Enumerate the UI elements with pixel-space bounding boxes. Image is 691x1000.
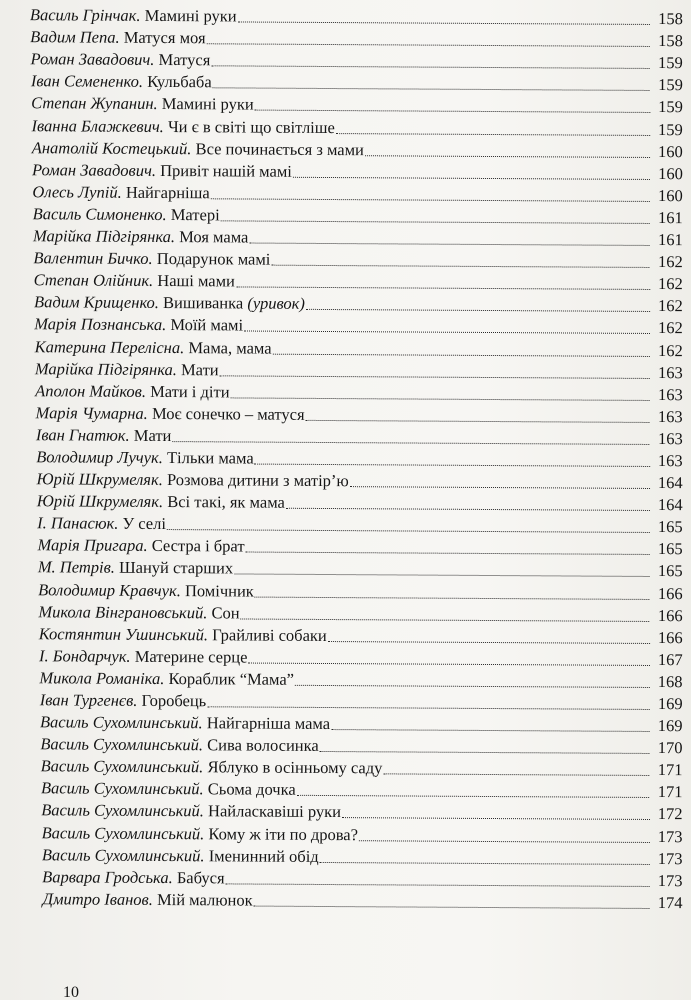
dot-leader [248,648,649,665]
toc-page-number: 159 [658,53,683,73]
dot-leader [306,406,650,423]
dot-leader [231,383,650,401]
toc-author: Василь Сухомлинський. [40,734,204,755]
toc-page-number: 173 [657,826,683,846]
toc-page-number: 161 [657,207,683,228]
toc-page-number: 162 [657,340,683,360]
toc-title: Найгарніша мама [206,713,331,734]
toc-title: Горобець [141,690,207,711]
toc-page-number: 162 [657,274,683,294]
dot-leader [293,163,650,180]
toc-title: Сьома дочка [207,779,296,800]
toc-page-number: 173 [657,870,683,890]
toc-author: Аполон Майков. [35,380,147,401]
dot-leader [365,141,650,158]
toc-author: Юрій Шкрумеляк. [36,469,163,490]
toc-author: Василь Сухомлинський. [41,822,205,843]
toc-entry [0,886,686,912]
toc-page-number: 161 [657,230,683,250]
toc-page-number: 173 [657,848,683,868]
toc-title: Кульбаба [147,72,212,92]
toc-title: Мати і діти [150,381,230,402]
toc-title: Найгарніша [125,182,210,203]
toc-author: М. Петрів. [37,557,115,578]
toc-author: Іванна Блажкевич. [31,115,164,136]
toc-title-note: (уривок) [247,293,305,314]
toc-author: І. Панасюк. [37,513,119,533]
toc-page-number: 163 [657,428,683,449]
toc-author: Василь Сухомлинський. [40,756,204,777]
toc-entry-text [40,735,318,755]
toc-author: Марійка Підгірянка. [33,226,176,247]
table-of-contents [0,2,691,912]
dot-leader [295,671,650,688]
toc-author: Юрій Шкрумеляк. [36,491,164,512]
toc-page-number: 165 [657,561,683,581]
toc-title: Яблуко в осінньому саду [207,757,383,778]
dot-leader [350,472,650,489]
toc-entry-text [37,470,349,490]
toc-page-number: 170 [657,738,683,758]
toc-title: Грайливі собаки [212,625,327,645]
toc-title: Привіт нашій мамі [160,160,292,181]
toc-entry-text [34,294,305,314]
toc-entry-text [35,382,229,401]
toc-title: Сестра і брат [151,536,245,556]
toc-author: Василь Сухомлинський. [41,800,205,821]
toc-entry-text [32,183,209,202]
toc-entry-text [35,360,219,379]
toc-entry-text [42,868,225,887]
toc-entry-text [38,581,254,600]
toc-entry-text [31,73,212,92]
dot-leader [244,317,650,334]
toc-title: Матері [170,204,220,225]
page-number: 10 [63,985,79,1000]
toc-entry-text [38,559,233,578]
toc-title: Бабуся [176,867,225,888]
dot-leader [271,251,650,268]
toc-page-number: 171 [657,760,683,780]
dot-leader [255,582,650,599]
dot-leader [207,29,650,47]
toc-entry-text [32,139,364,159]
toc-author: Роман Завадович. [32,159,157,180]
toc-page-number: 163 [657,384,683,404]
dot-leader [328,627,650,644]
toc-title: Мій малюнок [156,889,253,910]
toc-title: Тільки мама [166,447,254,468]
toc-entry-text [33,227,248,246]
toc-entry-text [34,271,235,290]
toc-page-number: 162 [657,318,683,338]
toc-page-number: 166 [657,627,683,647]
toc-title: Всі такі, як мама [167,492,285,512]
dot-leader [320,737,650,754]
toc-author: Степан Олійник. [33,270,154,291]
dot-leader [167,515,650,533]
toc-entry-text [30,6,237,25]
toc-entry-text [36,426,172,445]
toc-title: Мамині руки [161,94,254,115]
dot-leader [211,52,650,70]
toc-page-number: 163 [657,450,683,471]
toc-page-number: 163 [657,362,683,382]
dot-leader [211,184,650,202]
toc-entry-text [31,95,254,114]
toc-entry-text [37,492,285,512]
toc-title: Чи є в світі що світліше [167,116,335,137]
toc-author: Вадим Крищенко. [34,292,160,313]
toc-entry-text [39,647,248,666]
toc-page-number: 172 [657,804,683,824]
toc-author: Марійка Підгірянка. [34,358,177,379]
dot-leader [255,96,650,113]
toc-title: Іменинний обід [208,845,319,866]
dot-leader [220,361,650,379]
toc-page-number: 158 [658,31,683,51]
toc-title: Помічник [184,580,254,601]
toc-page-number: 160 [658,163,683,183]
toc-entry-text [34,316,243,335]
toc-title: Наші мами [157,271,235,291]
toc-author: Микола Вінграновський. [38,601,208,622]
toc-title: Сон [211,602,240,623]
dot-leader [241,604,650,621]
toc-title: Мати [133,425,172,445]
toc-title: Вишиванка [163,293,244,313]
toc-title: Мама, мама [188,337,272,358]
dot-leader [286,494,650,511]
dot-leader [172,427,649,445]
toc-page-number: 160 [657,141,683,161]
toc-entry-text [37,514,166,533]
toc-title: Кому ж іти по дрова? [208,823,359,844]
toc-entry-text [39,625,327,645]
toc-title: Мамині руки [144,5,237,26]
toc-entry-text [35,338,272,357]
toc-author: Василь Симоненко. [32,204,167,224]
dot-leader [207,692,649,710]
dot-leader [320,848,650,865]
toc-entry-text [33,249,270,268]
toc-author: Валентин Бичко. [33,248,153,269]
toc-page-number: 160 [658,185,683,206]
toc-author: Анатолій Костецький. [31,137,192,158]
toc-title: Найласкавіші руки [208,801,342,822]
toc-page-number: 167 [657,649,683,669]
toc-page-number: 166 [657,583,683,603]
toc-entry-text [36,404,305,424]
toc-page-number: 162 [657,296,683,316]
toc-author: Василь Сухомлинський. [40,778,204,799]
toc-title: Моя мама [179,227,249,247]
toc-author: Іван Тургенєв. [39,690,138,710]
toc-entry-text [30,50,210,69]
toc-author: Василь Сухомлинський. [39,712,203,733]
toc-title: Моїй мамі [170,315,244,335]
dot-leader [238,8,650,26]
dot-leader [255,450,650,467]
toc-title: Матуся [158,50,211,70]
toc-entry-text [36,448,254,467]
toc-author: Іван Семененко. [30,71,144,92]
toc-page-number: 168 [657,671,683,692]
toc-entry-text [41,758,383,778]
toc-entry-text [42,846,319,866]
dot-leader [342,804,650,821]
dot-leader [236,273,650,291]
dot-leader [336,119,650,136]
toc-author: Іван Гнатюк. [35,425,130,445]
dot-leader [331,715,650,732]
toc-entry-text [30,28,206,47]
toc-author: Василь Грінчак. [29,5,141,25]
dot-leader [254,891,650,908]
toc-author: Роман Завадович. [30,49,155,70]
toc-author: Вадим Пепа. [30,27,120,47]
toc-entry-text [39,669,294,689]
toc-page-number: 159 [658,75,683,95]
dot-leader [213,74,650,92]
toc-author: Дмитро Іванов. [42,889,153,909]
dot-leader [306,295,650,312]
toc-title: Кораблик “Мама” [168,668,295,689]
toc-page-number: 171 [657,782,683,802]
toc-page-number: 169 [657,716,683,736]
toc-page-number: 162 [658,252,683,272]
toc-author: Микола Романіка. [39,668,165,688]
toc-page-number: 166 [657,605,683,625]
toc-entry-text [40,713,330,733]
dot-leader [273,339,650,356]
toc-entry-text [31,117,334,137]
toc-entry-text [42,890,252,909]
toc-author: Василь Сухомлинський. [41,844,205,865]
dot-leader [383,760,649,777]
toc-author: І. Бондарчук. [38,646,131,666]
toc-title: Материне серце [134,646,248,667]
toc-title: Все починається з мами [195,138,364,159]
toc-author: Степан Жупанин. [31,93,158,114]
toc-page-number: 164 [657,495,683,515]
toc-page-number: 159 [658,119,683,139]
toc-entry-text [32,161,292,181]
dot-leader [359,826,650,843]
toc-page-number: 158 [658,9,683,29]
toc-entry-text [38,603,239,622]
toc-author: Катерина Перелісна. [34,336,185,357]
toc-title: Мати [180,359,219,379]
toc-entry-text [37,537,244,556]
toc-entry-text [40,691,207,710]
toc-author: Варвара Гродська. [42,867,173,887]
toc-author: Олесь Лупій. [32,182,122,202]
toc-title: Моє сонечко – матуся [151,403,305,424]
dot-leader [226,869,650,887]
toc-author: Марія Чумарна. [35,403,148,423]
toc-page-number: 163 [657,406,683,426]
toc-title: Подарунок мамі [156,249,271,269]
toc-author: Костянтин Ушинський. [38,623,209,645]
toc-author: Марія Пригара. [37,535,148,556]
toc-page-number: 164 [657,473,683,493]
toc-title: У селі [122,514,167,534]
toc-author: Володимир Кравчук. [38,579,181,600]
dot-leader [221,206,650,224]
toc-title: Шануй старших [118,558,234,578]
toc-title: Сива волосинка [207,735,319,756]
toc-entry-text [41,780,296,800]
dot-leader [297,781,650,798]
toc-page-number: 165 [657,517,683,537]
toc-title: Розмова дитини з матір’ю [166,470,349,491]
toc-page-number: 169 [657,694,683,714]
toc-entry-text [33,205,220,224]
toc-entry-text [41,802,341,822]
toc-page-number: 159 [658,97,683,117]
dot-leader [249,229,649,246]
toc-title: Матуся моя [123,27,206,48]
toc-author: Володимир Лучук. [36,447,163,467]
dot-leader [234,560,650,578]
toc-author: Марія Познанська. [34,314,167,335]
dot-leader [246,538,650,555]
toc-page-number: 174 [657,892,683,913]
toc-entry-text [42,824,358,844]
toc-page-number: 165 [657,539,683,559]
